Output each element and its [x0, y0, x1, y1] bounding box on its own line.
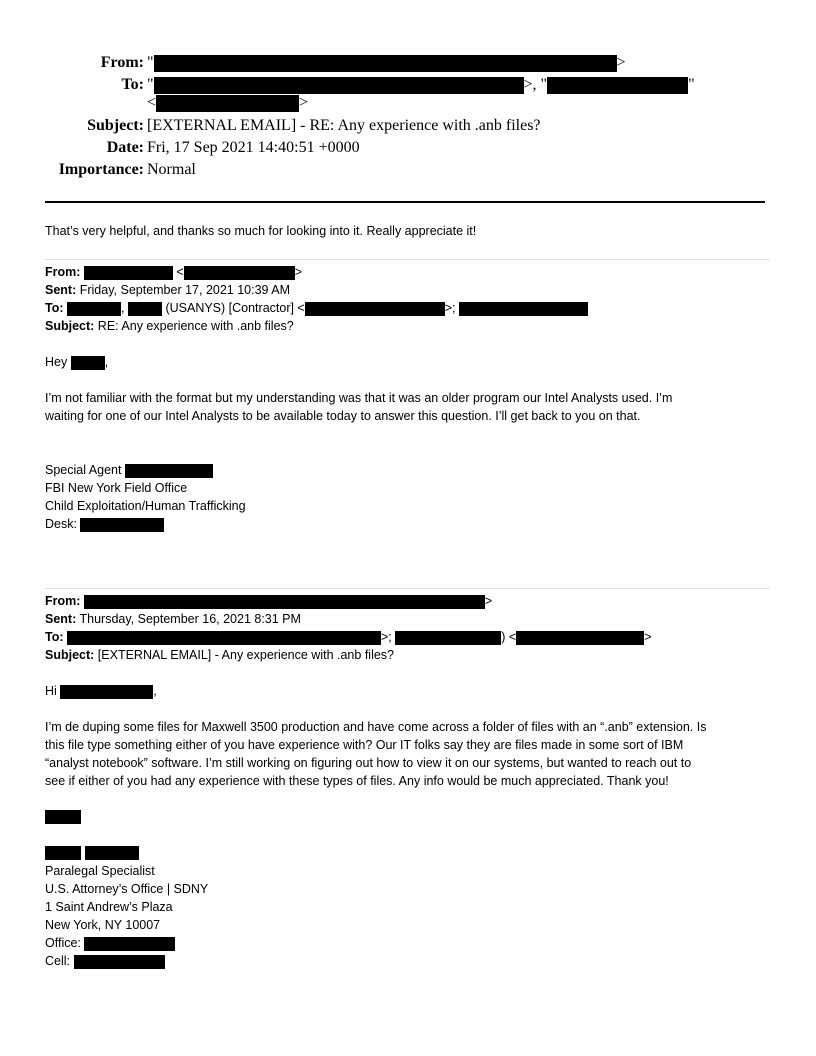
redaction — [156, 95, 299, 112]
msg1-to-label: To: — [45, 301, 64, 315]
msg2-greeting-word: Hi — [45, 684, 57, 698]
msg1-to-row — [45, 299, 588, 317]
redaction — [125, 464, 213, 478]
redaction — [80, 518, 164, 532]
msg2-to-row — [45, 628, 652, 646]
from-bracket: > — [616, 54, 626, 71]
redaction — [74, 955, 165, 969]
msg1-sig-unit: Child Exploitation/Human Trafficking — [45, 499, 246, 513]
to-quote-end: " — [688, 76, 695, 93]
to-label: To: — [121, 76, 144, 93]
msg2-to-label: To: — [45, 630, 64, 644]
date-value: Fri, 17 Sep 2021 14:40:51 +0000 — [147, 139, 360, 156]
msg2-sig-office-phone — [45, 934, 175, 952]
msg1-sig-desk — [45, 515, 164, 533]
msg2-subject-label: Subject: — [45, 648, 95, 662]
msg2-body-line: “analyst notebook” software. I’m still working on figuring out how to view it on our systems, but wanted to reach out to — [45, 756, 692, 770]
msg2-sig-address2: New York, NY 10007 — [45, 918, 161, 932]
redaction — [547, 77, 688, 94]
importance-label: Importance: — [58, 161, 144, 178]
msg2-office-phone-label: Office: — [45, 936, 81, 950]
redaction — [84, 937, 175, 951]
msg2-sig-address1: 1 Saint Andrew’s Plaza — [45, 900, 173, 914]
subject-value: [EXTERNAL EMAIL] - RE: Any experience with .anb files? — [147, 117, 541, 134]
from-label: From: — [100, 54, 144, 71]
msg2-body-line: see if either of you had any experience with these types of files. Any info would be much appreciated. Thank you! — [45, 774, 669, 788]
msg1-to-end: >; — [444, 301, 456, 315]
msg2-subject-value: [EXTERNAL EMAIL] - Any experience with .anb files? — [97, 648, 394, 662]
redaction — [84, 266, 173, 280]
msg2-from-label: From: — [45, 594, 81, 608]
msg2-cell-label: Cell: — [45, 954, 71, 968]
msg2-sent-value: Thursday, September 16, 2021 8:31 PM — [79, 612, 301, 626]
to-bracket-close: > — [299, 94, 309, 111]
msg1-sent-value: Friday, September 17, 2021 10:39 AM — [79, 283, 291, 297]
msg2-from-gt: > — [484, 594, 493, 608]
msg1-sig-title-text: Special Agent — [45, 463, 122, 477]
header-divider — [45, 201, 765, 203]
message-separator — [45, 259, 770, 260]
msg1-greeting — [45, 353, 108, 371]
msg2-to-end: > — [644, 630, 652, 644]
msg1-body-line: I’m not familiar with the format but my understanding was that it was an older program our Intel Analysts used. I’m — [45, 391, 673, 405]
redaction — [516, 631, 644, 645]
msg2-body-line: this file type something either of you have experience with? Our IT folks say they are files made in some sort of IBM — [45, 738, 684, 752]
msg1-greeting-word: Hey — [45, 355, 68, 369]
redaction — [395, 631, 501, 645]
redaction — [45, 846, 81, 860]
to-quote: " — [147, 76, 154, 93]
msg2-to-paren: ) < — [501, 630, 517, 644]
msg2-sent-label: Sent: — [45, 612, 77, 626]
msg2-sig-title: Paralegal Specialist — [45, 864, 155, 878]
subject-label: Subject: — [87, 117, 144, 134]
to-bracket-open: < — [147, 94, 157, 111]
to-separator: >, " — [523, 76, 548, 93]
redaction — [128, 302, 162, 316]
redaction — [67, 302, 121, 316]
msg1-sent-label: Sent: — [45, 283, 77, 297]
redaction — [45, 810, 81, 824]
msg1-sig-title — [45, 461, 213, 479]
msg1-sig-desk-label: Desk: — [45, 517, 77, 531]
msg2-from-row — [45, 592, 492, 610]
redaction — [85, 846, 139, 860]
date-label: Date: — [106, 139, 144, 156]
message-separator — [45, 588, 770, 589]
msg2-greeting-comma: , — [153, 684, 157, 698]
msg1-from-row — [45, 263, 302, 281]
msg1-to-text: (USANYS) [Contractor] < — [165, 301, 305, 315]
msg2-sig-cell — [45, 952, 165, 970]
msg1-from-gt: > — [294, 265, 303, 279]
redaction — [459, 302, 588, 316]
msg1-from-lt: < — [176, 265, 184, 279]
redaction — [67, 631, 381, 645]
msg1-subject-value: RE: Any experience with .anb files? — [97, 319, 294, 333]
msg2-body-line: I’m de duping some files for Maxwell 3500 production and have come across a folder of files with an “.anb” extension. Is — [45, 720, 707, 734]
msg2-sig-office: U.S. Attorney’s Office | SDNY — [45, 882, 209, 896]
msg1-sig-office: FBI New York Field Office — [45, 481, 188, 495]
msg1-subject-label: Subject: — [45, 319, 95, 333]
msg2-greeting — [45, 682, 157, 700]
redaction — [60, 685, 153, 699]
importance-value: Normal — [147, 161, 196, 178]
msg1-sent-row — [45, 281, 290, 299]
msg1-subject-row — [45, 317, 294, 335]
reply-body: That’s very helpful, and thanks so much for looking into it. Really appreciate it! — [45, 224, 477, 238]
msg1-from-label: From: — [45, 265, 81, 279]
msg2-sent-row — [45, 610, 301, 628]
redaction — [184, 266, 295, 280]
from-quote: " — [147, 54, 154, 71]
redaction — [154, 77, 524, 94]
msg1-body-line: waiting for one of our Intel Analysts to be available today to answer this question. I’ll get back to you on that. — [45, 409, 641, 423]
msg2-subject-row — [45, 646, 394, 664]
redaction — [84, 595, 485, 609]
msg1-to-comma: , — [121, 301, 125, 315]
msg1-greeting-comma: , — [104, 355, 109, 369]
redaction — [71, 356, 105, 370]
msg2-to-semi: >; — [381, 630, 392, 644]
redaction — [305, 302, 445, 316]
redaction — [154, 55, 617, 72]
